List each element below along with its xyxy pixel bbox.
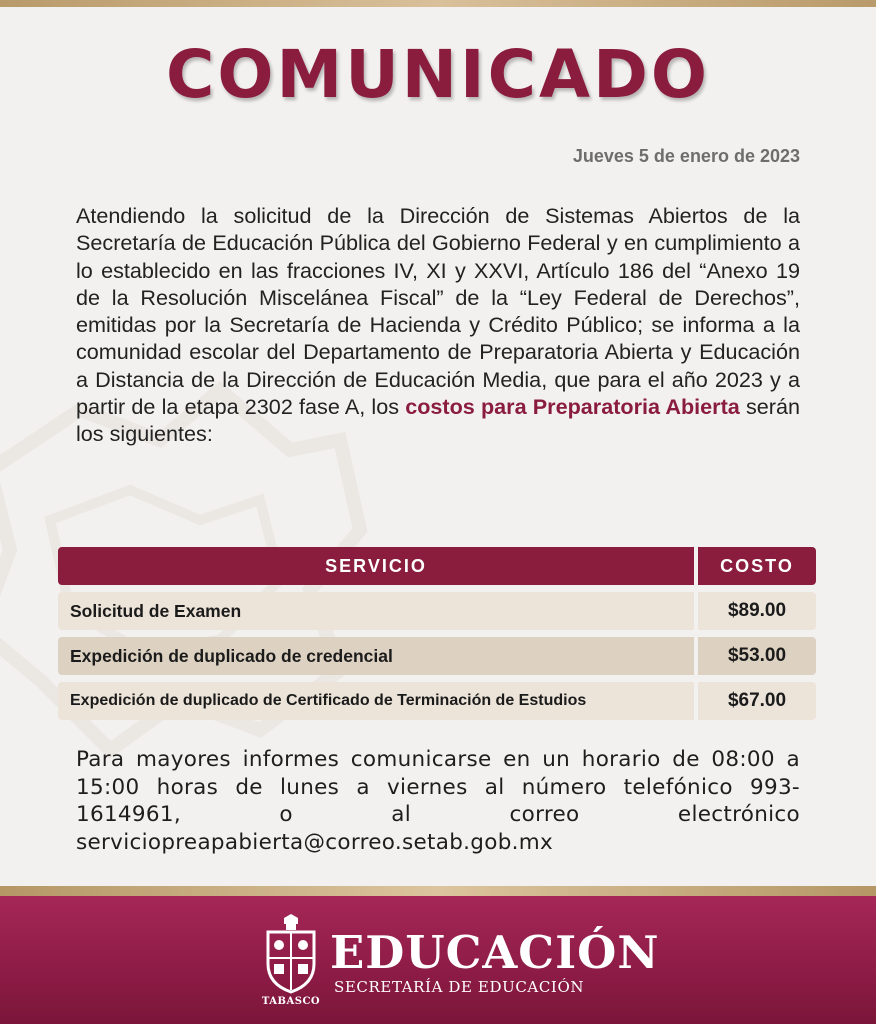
cost-cell: $53.00	[698, 637, 816, 675]
cost-table	[58, 547, 816, 720]
brand-subtitle: SECRETARÍA DE EDUCACIÓN	[334, 978, 585, 996]
table-row	[58, 637, 816, 675]
top-gold-border	[0, 0, 876, 7]
brand-name: EDUCACIÓN	[330, 926, 660, 979]
paragraph-end: serán los siguientes:	[76, 394, 801, 447]
paragraph-text: Atendiendo la solicitud de la Dirección de Sistemas Abiertos de la Secretaría de Educación Pública del Gobierno Federal y en cumplimiento a lo establecido en las fracciones IV, XI y XXVI, Artículo 186 del “Anexo 19 de la Resolución Miscelánea Fiscal” de la “Ley Federal de Derechos”, emitidas por la Secretaría de Hacienda y Crédito Público; se informa a la comunidad escolar del Departamento de Preparatoria Abierta y Educación a Distancia de la Dirección de Educación Media, que para el año 2023 y a partir de la etapa 2302 fase A, los	[76, 203, 800, 420]
tabasco-seal-icon	[262, 914, 320, 994]
table-row	[58, 592, 816, 630]
announcement-paragraph	[76, 202, 800, 448]
service-cell: Expedición de duplicado de credencial	[58, 637, 694, 675]
footer-gold-border	[0, 886, 876, 896]
contact-info: Para mayores informes comunicarse en un horario de 08:00 a 15:00 horas de lunes a viernes al número telefónico 993-1614961, o al correo electrónico serviciopreapabierta@correo.setab.gob.mx	[76, 747, 800, 855]
highlighted-phrase: costos para Preparatoria Abierta	[405, 394, 740, 420]
seal-label: TABASCO	[261, 996, 321, 1007]
cost-cell: $89.00	[698, 592, 816, 630]
page-title: COMUNICADO	[165, 36, 710, 113]
publication-date: Jueves 5 de enero de 2023	[572, 146, 800, 166]
header-service: SERVICIO	[58, 547, 694, 585]
service-cell: Solicitud de Examen	[58, 592, 694, 630]
table-header	[58, 547, 816, 585]
cost-cell: $67.00	[698, 682, 816, 720]
service-cell: Expedición de duplicado de Certificado de Terminación de Estudios	[58, 682, 694, 720]
table-row	[58, 682, 816, 720]
header-cost: COSTO	[698, 547, 816, 585]
